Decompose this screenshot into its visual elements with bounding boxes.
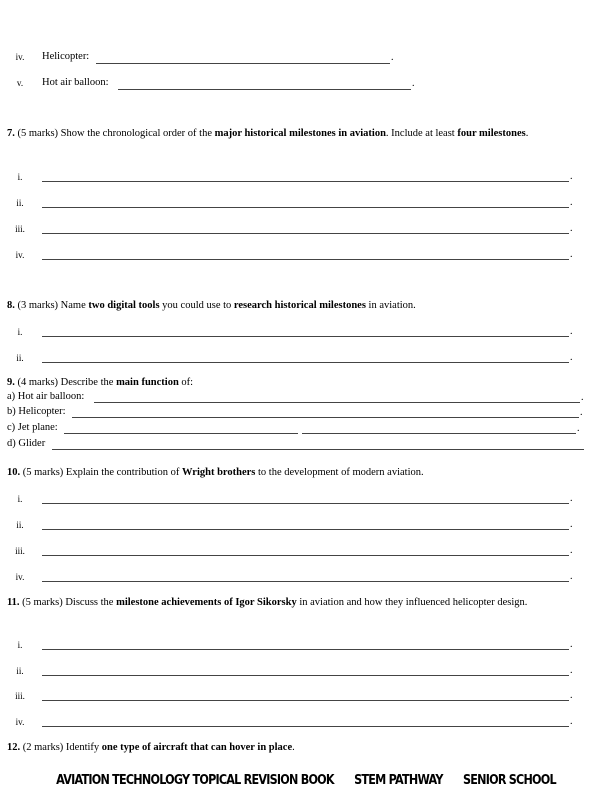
answer-line[interactable] — [42, 259, 569, 260]
answer-line[interactable] — [42, 555, 569, 556]
answer-line[interactable] — [42, 529, 569, 530]
answer-line[interactable] — [42, 207, 569, 208]
answer-line[interactable] — [42, 233, 569, 234]
question-12: 12. (2 marks) Identify one type of aircraft that can hover in place. — [7, 742, 295, 753]
helicopter-label: Helicopter: — [42, 51, 90, 62]
item-number: v. — [16, 78, 24, 88]
item-number: iv. — [15, 52, 25, 62]
answer-line[interactable] — [118, 89, 411, 90]
footer-school: SENIOR SCHOOL — [462, 773, 556, 788]
answer-line[interactable] — [42, 503, 569, 504]
sub-helicopter: b) Helicopter: — [7, 406, 66, 417]
sub-hot-air-balloon: a) Hot air balloon: — [7, 391, 85, 402]
answer-line[interactable] — [42, 581, 569, 582]
answer-line[interactable] — [64, 433, 298, 434]
item-number: ii. — [16, 353, 24, 363]
sub-jet-plane: c) Jet plane: — [7, 422, 58, 433]
footer-pathway: STEM PATHWAY — [354, 773, 443, 788]
item-number: i. — [17, 640, 23, 650]
item-number: ii. — [16, 520, 24, 530]
answer-line[interactable] — [96, 63, 390, 64]
item-number: iv. — [15, 250, 25, 260]
item-number: i. — [17, 327, 23, 337]
question-10: 10. (5 marks) Explain the contribution of Wright brothers to the development of modern aviation. — [7, 467, 424, 478]
answer-line[interactable] — [42, 362, 569, 363]
hot-air-balloon-label: Hot air balloon: — [42, 77, 109, 88]
answer-line[interactable] — [42, 336, 569, 337]
answer-line[interactable] — [42, 675, 569, 676]
answer-line[interactable] — [94, 402, 580, 403]
item-number: iv. — [15, 572, 25, 582]
question-7: 7. (5 marks) Show the chronological order of the major historical milestones in aviation. Include at least four milestones. — [7, 128, 529, 139]
answer-line[interactable] — [42, 649, 569, 650]
answer-line[interactable] — [302, 433, 576, 434]
answer-line[interactable] — [42, 181, 569, 182]
answer-line[interactable] — [52, 449, 584, 450]
page-footer — [43, 773, 569, 788]
item-number: i. — [17, 494, 23, 504]
item-number: iii. — [15, 691, 25, 701]
question-9: 9. (4 marks) Describe the main function of: — [7, 377, 194, 388]
item-number: i. — [17, 172, 23, 182]
item-number: ii. — [16, 198, 24, 208]
sub-glider: d) Glider — [7, 438, 46, 449]
item-number: ii. — [16, 666, 24, 676]
question-11: 11. (5 marks) Discuss the milestone achievements of Igor Sikorsky in aviation and how they influenced helicopter design. — [7, 597, 528, 608]
question-8: 8. (3 marks) Name two digital tools you could use to research historical milestones in aviation. — [7, 300, 416, 311]
footer-book-title: AVIATION TECHNOLOGY TOPICAL REVISION BOOK — [56, 773, 334, 788]
answer-line[interactable] — [72, 417, 579, 418]
item-number: iii. — [15, 224, 25, 234]
answer-line[interactable] — [42, 726, 569, 727]
item-number: iii. — [15, 546, 25, 556]
answer-line[interactable] — [42, 700, 569, 701]
item-number: iv. — [15, 717, 25, 727]
